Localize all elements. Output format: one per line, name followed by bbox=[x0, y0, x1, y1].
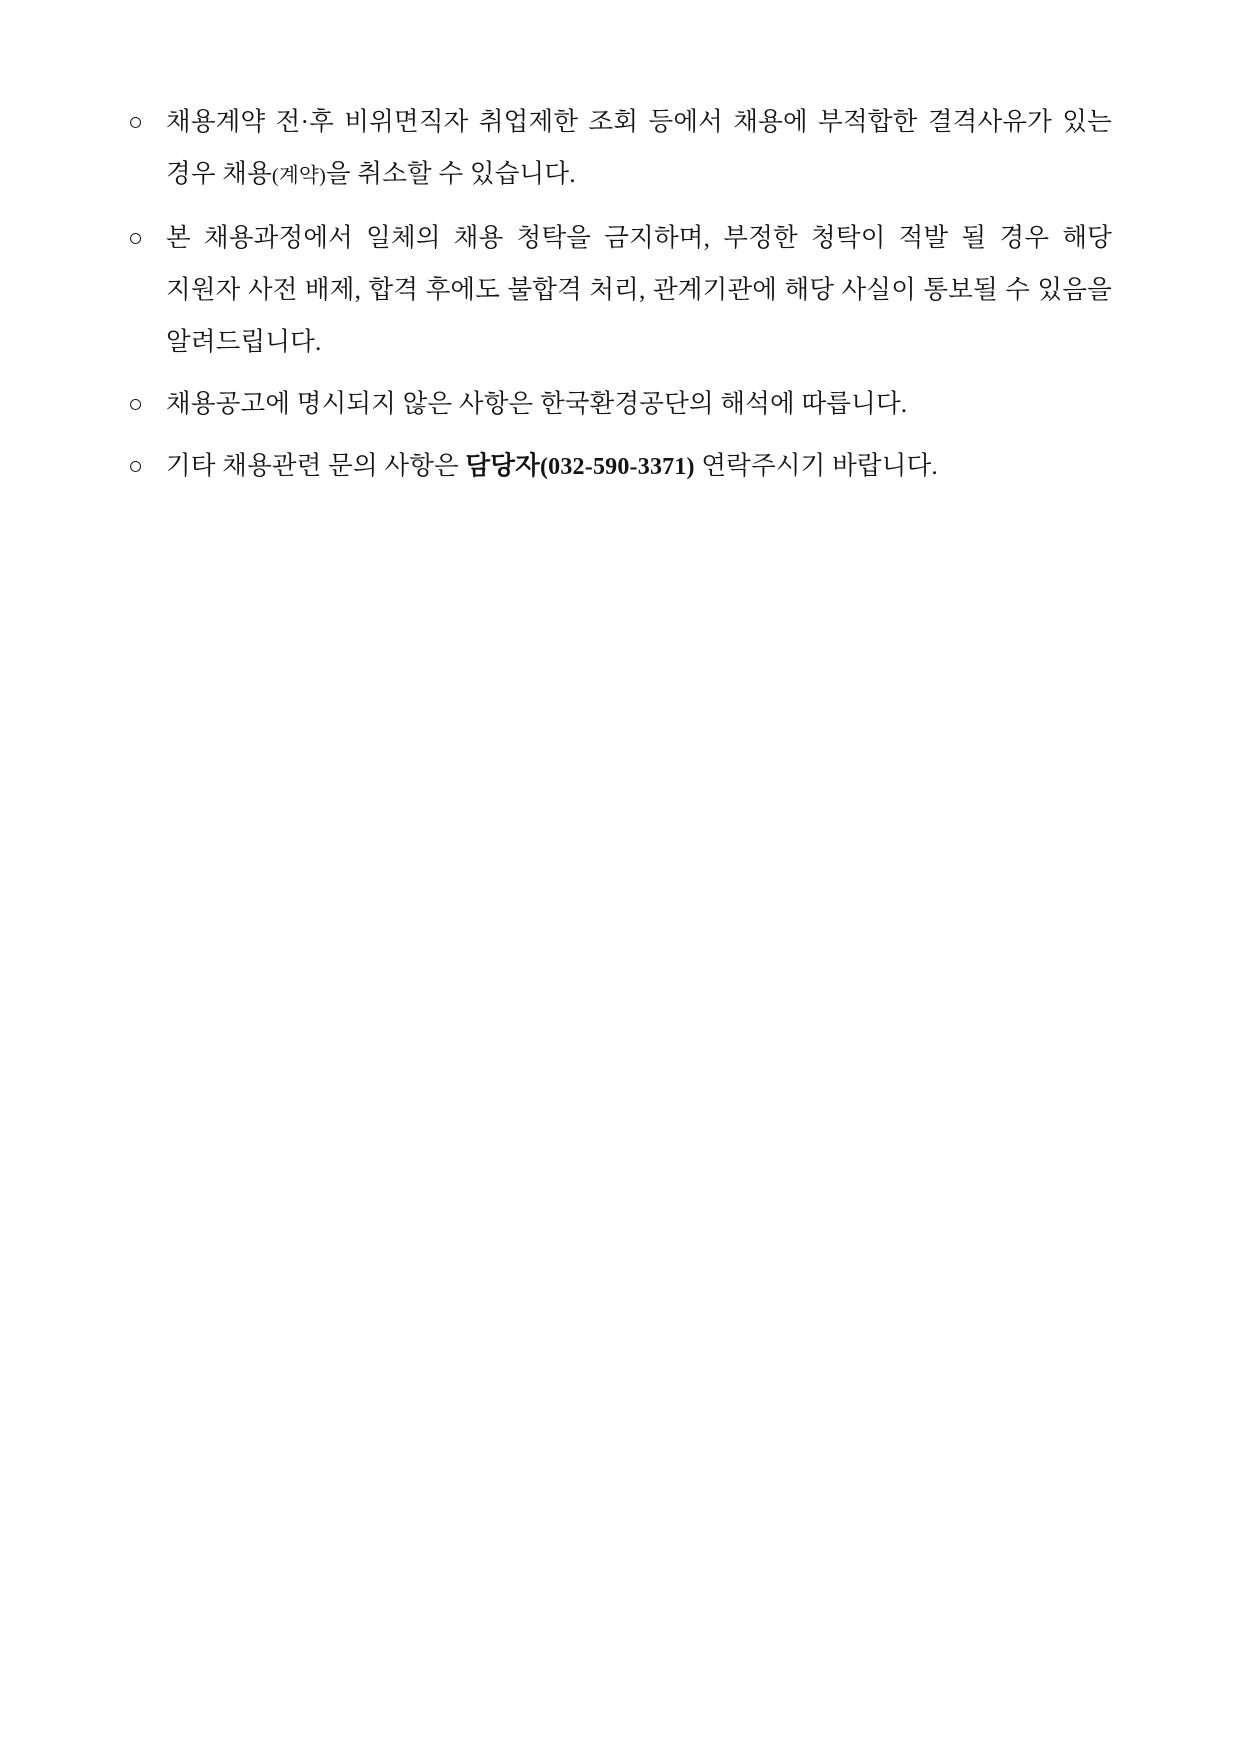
text-segment: 연락주시기 바랍니다. bbox=[694, 451, 938, 480]
list-item bbox=[128, 378, 1112, 430]
notice-interpretation-text bbox=[166, 378, 1112, 430]
contact-phone-number: (032-590-3371) bbox=[539, 454, 695, 480]
circle-bullet-icon: ○ bbox=[128, 451, 144, 480]
text-segment: 채용계약 전·후 비위면직자 취업제한 조회 등에서 채용에 부적합한 결격사유가 있는 경우 채용 bbox=[166, 107, 1112, 188]
list-item bbox=[128, 96, 1112, 202]
text-segment-small: (계약) bbox=[271, 165, 326, 187]
notice-contact-text bbox=[166, 440, 1112, 493]
contact-person-label: 담당자 bbox=[465, 451, 540, 480]
circle-bullet-icon: ○ bbox=[128, 223, 144, 252]
text-segment: 채용공고에 명시되지 않은 사항은 한국환경공단의 해석에 따릅니다. bbox=[166, 389, 908, 418]
circle-bullet-icon: ○ bbox=[128, 389, 144, 418]
list-item bbox=[128, 212, 1112, 368]
notice-list bbox=[128, 96, 1112, 503]
notice-no-solicitation-text bbox=[166, 212, 1112, 368]
notice-hiring-cancel-text bbox=[166, 96, 1112, 202]
text-segment: 본 채용과정에서 일체의 채용 청탁을 금지하며, 부정한 청탁이 적발 될 경우 해당 지원자 사전 배제, 합격 후에도 불합격 처리, 관계기관에 해당 사실이 통보될 수 있음을 알려드립니다. bbox=[166, 223, 1112, 356]
list-item bbox=[128, 440, 1112, 493]
circle-bullet-icon: ○ bbox=[128, 107, 144, 136]
text-segment: 기타 채용관련 문의 사항은 bbox=[166, 451, 466, 480]
text-segment: 을 취소할 수 있습니다. bbox=[325, 159, 576, 188]
